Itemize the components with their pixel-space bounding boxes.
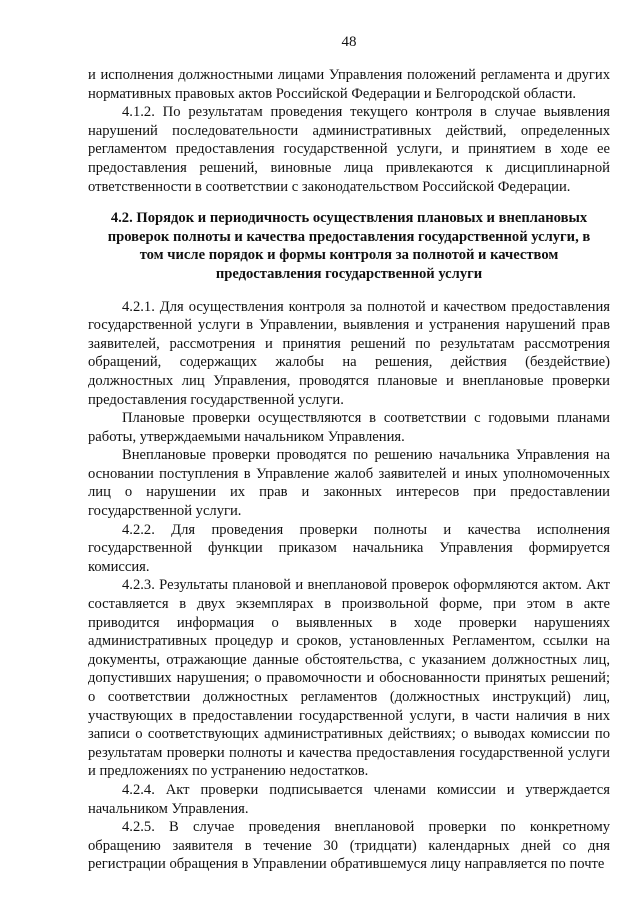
paragraph-4-2-1: 4.2.1. Для осуществления контроля за полнотой и качеством предоставления государственной услуги в Управлении, выявления и устранения нарушений прав заявителей, рассмотрения и принятия решений по результатам рассмотрения обращений, содержащих жалобы на решения, действия (бездействие) должностных лиц Управления, проводятся плановые и внеплановые проверки предоставления государственной услуги.: [88, 298, 610, 408]
paragraph-4-2-5: 4.2.5. В случае проведения внеплановой проверки по конкретному обращению заявителя в течение 30 (тридцати) календарных дней со дня регистрации обращения в Управлении обратившемуся лицу направляется по почте: [88, 819, 610, 873]
paragraph-planned-checks: Плановые проверки осуществляются в соответствии с годовыми планами работы, утверждаемыми начальником Управления.: [88, 410, 610, 445]
paragraph-4-2-3: 4.2.3. Результаты плановой и внеплановой проверок оформляются актом. Акт составляется в двух экземплярах в произвольной форме, при этом в акте приводится информация о выявленных в ходе проверки нарушениях административных процедур и сроков, установленных Регламентом, ссылки на документы, отражающие данные обстоятельства, с указанием должностных лиц, допустивших нарушения; о правомочности и обоснованности принятых решений; о соответствии должностных регламентов (должностных инструкций) лиц, участвующих в предоставлении государственной услуги, в части наличия в них записи о соответствующих административных действиях; о выводах комиссии по результатам проверки полноты и качества предоставления государственной услуги и предложениях по устранению недостатков.: [88, 577, 610, 780]
paragraph-4-2-4: 4.2.4. Акт проверки подписывается членами комиссии и утверждается начальником Управления.: [88, 781, 610, 817]
paragraph-4-1-2: 4.1.2. По результатам проведения текущего контроля в случае выявления нарушений последовательности административных действий, определенных регламентом предоставления государственной услуги, и принятием в ходе ее предоставления решений, виновные лица привлекаются к дисциплинарной ответственности в соответствии с законодательством Российской Федерации.: [88, 104, 610, 195]
page-number: 48: [341, 34, 357, 50]
section-heading-4-2: 4.2. Порядок и периодичность осуществления плановых и внеплановых проверок полноты и качества предоставления государственной услуги, в том числе порядок и формы контроля за полнотой и качеством предоставления государственной услуги: [107, 210, 591, 282]
document-body: [88, 66, 610, 874]
paragraph-unplanned-checks: Внеплановые проверки проводятся по решению начальника Управления на основании поступления в Управление жалоб заявителей и иных уполномоченных лиц о нарушении их прав и законных интересов при предоставлении государственной услуги.: [88, 447, 610, 520]
paragraph-continuation: и исполнения должностными лицами Управления положений регламента и других нормативных правовых актов Российской Федерации и Белгородской области.: [88, 67, 610, 102]
paragraph-4-2-2: 4.2.2. Для проведения проверки полноты и качества исполнения государственной функции приказом начальника Управления формируется комиссия.: [88, 521, 610, 575]
